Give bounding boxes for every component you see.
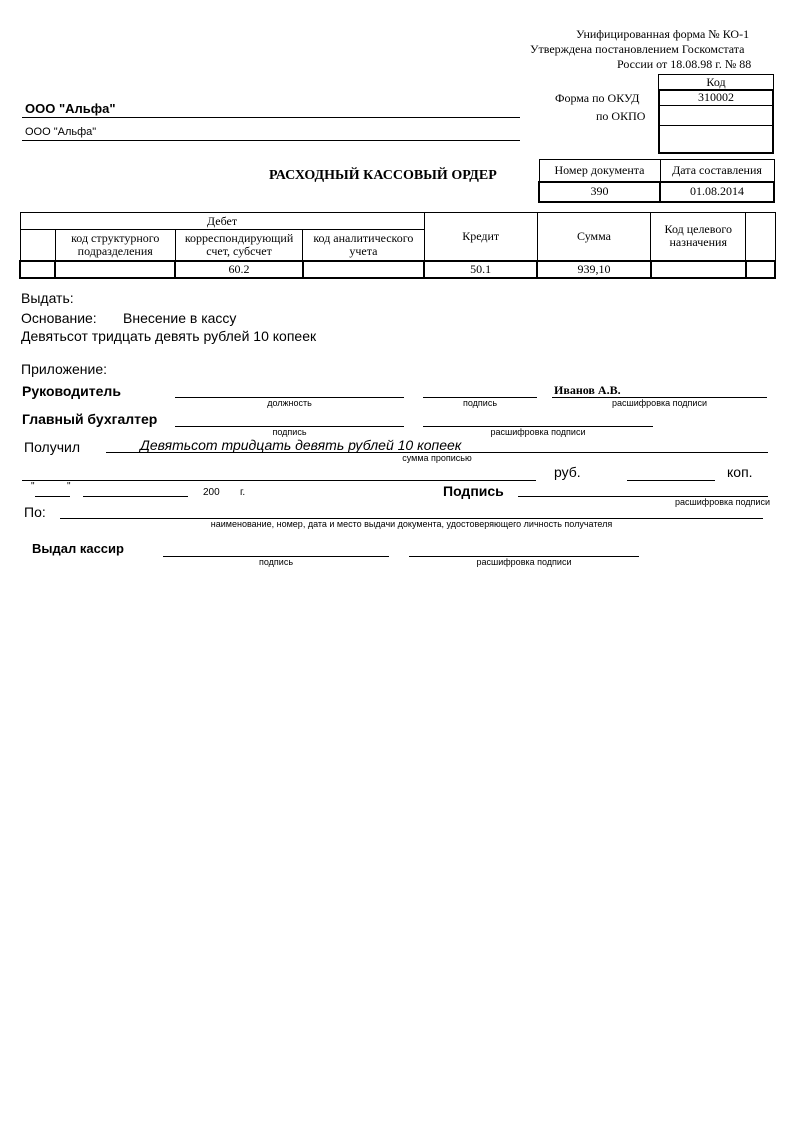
document-title: РАСХОДНЫЙ КАССОВЫЙ ОРДЕР xyxy=(269,168,497,183)
basis-value: Внесение в кассу xyxy=(123,310,237,326)
rub-label: руб. xyxy=(554,464,581,480)
cashier-signature-caption: подпись xyxy=(258,557,294,567)
by-label: По: xyxy=(24,504,46,520)
form-approved-label: Утверждена постановлением Госкомстата xyxy=(530,42,745,56)
doc-number-date-table xyxy=(538,159,775,203)
kop-label: коп. xyxy=(727,464,753,480)
sum-words-caption: сумма прописью xyxy=(402,453,472,463)
okpo-label: по ОКПО xyxy=(596,109,646,123)
id-caption: наименование, номер, дата и место выдачи документа, удостоверяющего личность получателя xyxy=(210,519,613,529)
doc-number-label: Номер документа xyxy=(539,160,660,182)
signature-label: Подпись xyxy=(443,483,504,499)
chief-signature-caption: подпись xyxy=(272,427,307,437)
amount-words: Девятьсот тридцать девять рублей 10 копеек xyxy=(21,328,317,344)
row-purpose xyxy=(651,261,746,278)
row-corr-account: 60.2 xyxy=(175,261,302,278)
kod-header: Код xyxy=(658,74,774,90)
doc-date-value: 01.08.2014 xyxy=(660,182,774,202)
doc-date-label: Дата составления xyxy=(660,160,774,182)
basis-label: Основание: xyxy=(21,310,97,326)
debit-header: Дебет xyxy=(20,213,424,230)
accounting-table xyxy=(19,212,776,279)
sum-header: Сумма xyxy=(537,213,650,261)
row-credit: 50.1 xyxy=(424,261,537,278)
form-approved-date: России от 18.08.98 г. № 88 xyxy=(617,57,752,71)
row-sum: 939,10 xyxy=(537,261,650,278)
corr-account-header: корреспондирующий счет, субсчет xyxy=(175,230,302,261)
row-struct xyxy=(55,261,175,278)
purpose-header: Код целевого назначения xyxy=(651,213,746,261)
signature-decode-caption: расшифровка подписи xyxy=(675,497,770,507)
okud-value: 310002 xyxy=(698,90,734,104)
row-analytic xyxy=(303,261,424,278)
date-quote-close: " xyxy=(67,481,71,492)
head-label: Руководитель xyxy=(22,383,121,399)
organization-name: ООО "Альфа" xyxy=(25,101,116,116)
struct-header: код структурного подразделения xyxy=(55,230,175,261)
year-label: 200 xyxy=(203,487,220,498)
received-label: Получил xyxy=(24,439,80,455)
organization-subname: ООО "Альфа" xyxy=(25,126,97,138)
analytic-header: код аналитического учета xyxy=(303,230,424,261)
chief-accountant-label: Главный бухгалтер xyxy=(22,411,158,427)
credit-header: Кредит xyxy=(424,213,537,261)
head-name: Иванов А.В. xyxy=(554,383,621,397)
attachment-label: Приложение: xyxy=(21,361,108,377)
okud-label: Форма по ОКУД xyxy=(555,91,640,105)
issue-label: Выдать: xyxy=(21,290,74,306)
received-amount: Девятьсот тридцать девять рублей 10 копеек xyxy=(140,437,462,453)
table-row xyxy=(20,261,775,278)
doc-number-value: 390 xyxy=(539,182,660,202)
chief-decode-caption: расшифровка подписи xyxy=(490,427,586,437)
date-quote-open: " xyxy=(31,481,35,492)
form-unified-label: Унифицированная форма № КО-1 xyxy=(576,27,750,41)
head-signature-caption: подпись xyxy=(462,398,498,408)
cashier-decode-caption: расшифровка подписи xyxy=(476,557,572,567)
head-decode-caption: расшифровка подписи xyxy=(612,398,707,408)
cashier-label: Выдал кассир xyxy=(32,541,124,556)
head-position-caption: должность xyxy=(267,398,312,408)
year-suffix: г. xyxy=(240,487,246,498)
